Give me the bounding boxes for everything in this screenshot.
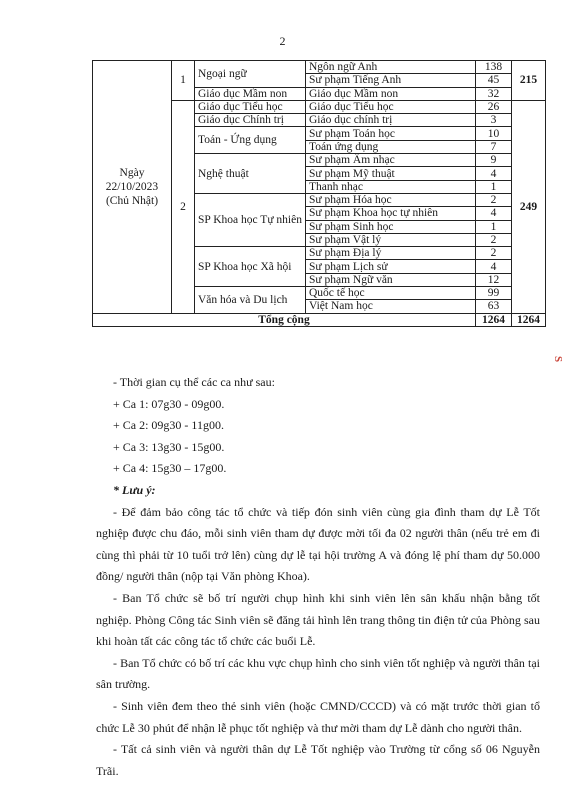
- count-cell: 10: [475, 127, 511, 140]
- group-cell: Toán - Ứng dụng: [195, 127, 306, 154]
- major-cell: Giáo dục Mầm non: [305, 87, 475, 100]
- day-cell: Ngày 22/10/2023 (Chủ Nhật): [93, 61, 172, 314]
- group-cell: Nghệ thuật: [195, 154, 306, 194]
- major-cell: Sư phạm Âm nhạc: [305, 154, 475, 167]
- count-cell: 2: [475, 233, 511, 246]
- group-cell: Giáo dục Tiểu học: [195, 100, 306, 113]
- major-cell: Sư phạm Lịch sử: [305, 260, 475, 273]
- major-cell: Toán ứng dụng: [305, 140, 475, 153]
- major-cell: Sư phạm Ngữ văn: [305, 273, 475, 286]
- count-cell: 45: [475, 74, 511, 87]
- sessions-intro: - Thời gian cụ thể các ca như sau:: [113, 375, 275, 389]
- count-cell: 26: [475, 100, 511, 113]
- major-cell: Quốc tế học: [305, 287, 475, 300]
- count-cell: 1: [475, 220, 511, 233]
- count-cell: 99: [475, 287, 511, 300]
- count-cell: 4: [475, 207, 511, 220]
- major-cell: Ngôn ngữ Anh: [305, 61, 475, 74]
- group-cell: Văn hóa và Du lịch: [195, 287, 306, 314]
- session-3: + Ca 3: 13g30 - 15g00.: [113, 439, 225, 454]
- count-cell: 3: [475, 114, 511, 127]
- count-cell: 138: [475, 61, 511, 74]
- note-1: - Để đảm bảo công tác tổ chức và tiếp đón sinh viên cùng gia đình tham dự Lễ Tốt nghiệp được chu đáo, mỗi sinh viên tham dự được mời tối đa 02 người thân (nếu trẻ em đi cùng thì phải từ 10 tuổi trở lên) cùng dự lễ tại hội trường A và đóng lệ phí tham dự 50.000 đồng/ người thân (nộp tại Văn phòng Khoa).: [96, 504, 540, 584]
- page-number: 2: [279, 34, 286, 48]
- major-cell: Sư phạm Sinh học: [305, 220, 475, 233]
- major-cell: Sư phạm Hóa học: [305, 193, 475, 206]
- session-1: + Ca 1: 07g30 - 09g00.: [113, 396, 225, 411]
- note-2: - Ban Tổ chức sẽ bố trí người chụp hình khi sinh viên lên sân khấu nhận bằng tốt nghiệp. Phòng Công tác Sinh viên sẽ đăng tải hình lên trang thông tin điện tử của Phòng sau khi hoàn tất các công tác tổ chức các buổi Lễ.: [96, 590, 540, 649]
- group-cell: Ngoại ngữ: [195, 61, 306, 88]
- note-4: - Sinh viên đem theo thẻ sinh viên (hoặc CMND/CCCD) và có mặt trước thời gian tổ chức Lễ 30 phút để nhận lễ phục tốt nghiệp và thư mời tham dự Lễ dành cho người thân.: [96, 698, 540, 735]
- total-value: 1264: [475, 313, 511, 326]
- total-label: Tổng cộng: [93, 313, 476, 326]
- session-2: + Ca 2: 09g30 - 11g00.: [113, 418, 224, 433]
- major-cell: Giáo dục Tiểu học: [305, 100, 475, 113]
- group-cell: SP Khoa học Xã hội: [195, 247, 306, 287]
- major-cell: Sư phạm Địa lý: [305, 247, 475, 260]
- shift-sum-cell: 249: [511, 100, 545, 313]
- major-cell: Sư phạm Mỹ thuật: [305, 167, 475, 180]
- major-cell: Việt Nam học: [305, 300, 475, 313]
- side-stamp-mark: S: [552, 356, 564, 363]
- count-cell: 4: [475, 167, 511, 180]
- major-cell: Sư phạm Toán học: [305, 127, 475, 140]
- total-sum: 1264: [511, 313, 545, 326]
- session-4: + Ca 4: 15g30 – 17g00.: [113, 461, 227, 476]
- group-cell: Giáo dục Mầm non: [195, 87, 306, 100]
- count-cell: 2: [475, 247, 511, 260]
- count-cell: 9: [475, 154, 511, 167]
- table-row: [93, 61, 546, 74]
- major-cell: Thanh nhạc: [305, 180, 475, 193]
- count-cell: 12: [475, 273, 511, 286]
- major-cell: Sư phạm Tiếng Anh: [305, 74, 475, 87]
- count-cell: 32: [475, 87, 511, 100]
- shift-sum-cell: 215: [511, 61, 545, 101]
- count-cell: 2: [475, 193, 511, 206]
- note-title: * Lưu ý:: [113, 482, 156, 497]
- note-3: - Ban Tổ chức có bố trí các khu vực chụp hình cho sinh viên tốt nghiệp và người thân tại sân trường.: [96, 655, 540, 692]
- schedule-table: [92, 60, 546, 327]
- total-row: [93, 313, 546, 326]
- count-cell: 4: [475, 260, 511, 273]
- note-5: - Tất cả sinh viên và người thân dự Lễ Tốt nghiệp vào Trường từ cổng số 06 Nguyễn Trãi.: [96, 742, 540, 778]
- group-cell: SP Khoa học Tự nhiên: [195, 193, 306, 246]
- shift-cell: 1: [172, 61, 195, 101]
- shift-cell: 2: [172, 100, 195, 313]
- count-cell: 7: [475, 140, 511, 153]
- major-cell: Giáo dục chính trị: [305, 114, 475, 127]
- group-cell: Giáo dục Chính trị: [195, 114, 306, 127]
- count-cell: 63: [475, 300, 511, 313]
- major-cell: Sư phạm Vật lý: [305, 233, 475, 246]
- count-cell: 1: [475, 180, 511, 193]
- body-text: [96, 372, 540, 782]
- major-cell: Sư phạm Khoa học tự nhiên: [305, 207, 475, 220]
